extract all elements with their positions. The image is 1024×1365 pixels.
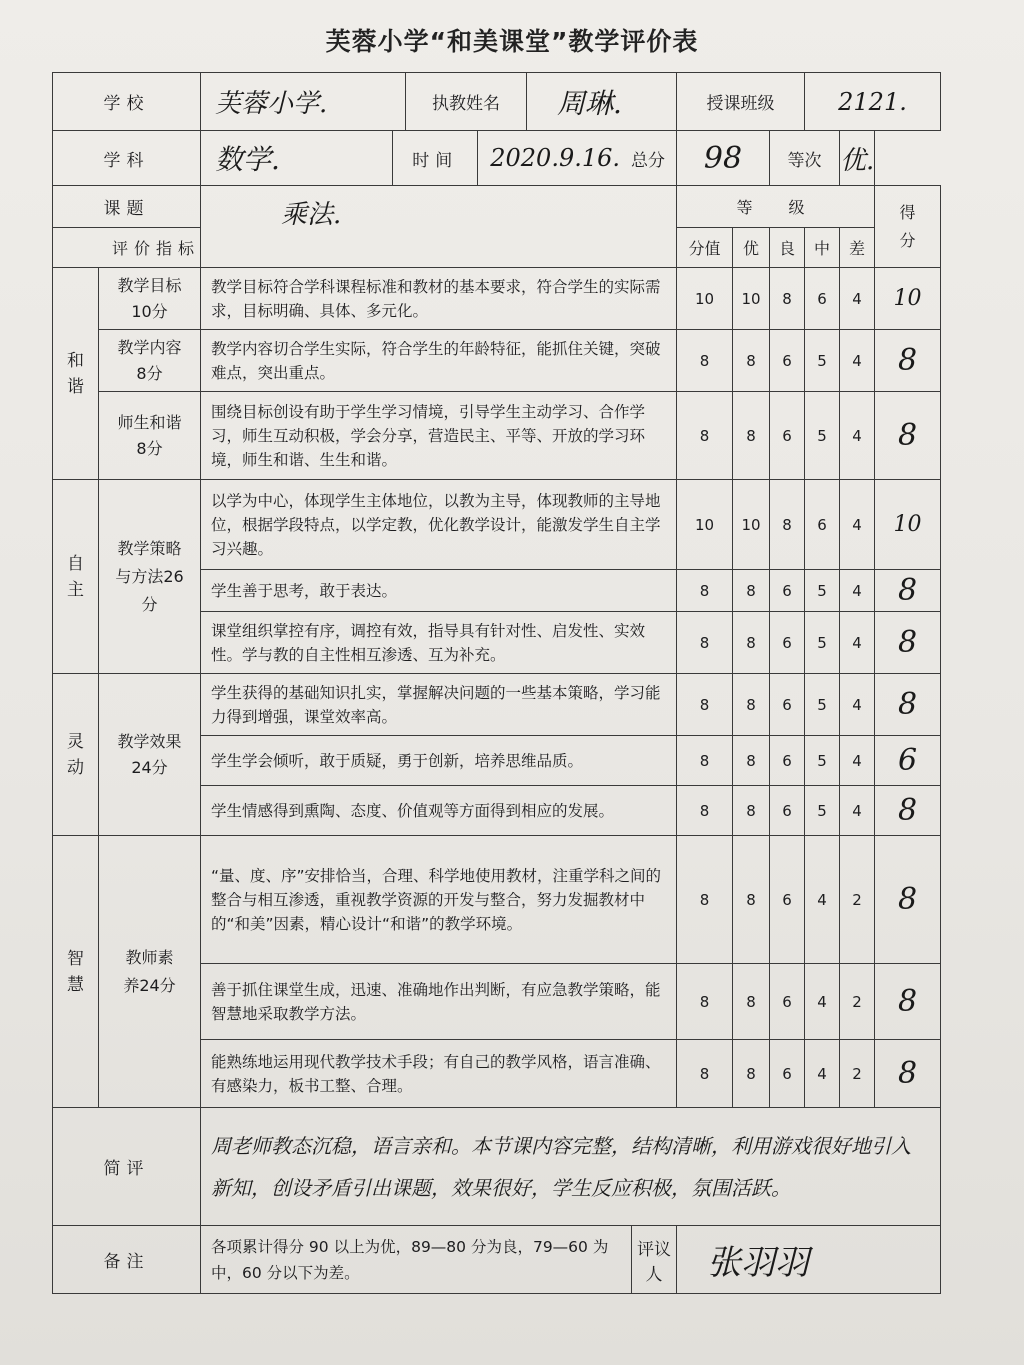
row-medium: 4 xyxy=(805,836,840,964)
criterion-content: 教学内容8分 xyxy=(99,330,201,392)
row-excellent: 8 xyxy=(733,736,770,786)
row-medium: 5 xyxy=(805,736,840,786)
row-value: 8 xyxy=(677,674,733,736)
row-description: 围绕目标创设有助于学生学习情境，引导学生主动学习、合作学习，师生互动积极，学会分享，营造民主、平等、开放的学习环境，师生和谐、生生和谐。 xyxy=(201,392,677,480)
row-score: 10 xyxy=(875,480,941,570)
grade-value: 优. xyxy=(840,131,875,186)
row-excellent: 8 xyxy=(733,674,770,736)
table-row xyxy=(53,836,941,964)
row-good: 6 xyxy=(770,330,805,392)
subject-value: 数学. xyxy=(215,143,280,176)
subject-time-cell xyxy=(201,131,677,186)
row-medium: 5 xyxy=(805,570,840,612)
row-good: 6 xyxy=(770,786,805,836)
row-score: 8 xyxy=(875,836,941,964)
row-excellent: 10 xyxy=(733,268,770,330)
row-poor: 2 xyxy=(840,836,875,964)
teacher-value: 周琳. xyxy=(526,73,676,130)
row-description: 学生情感得到熏陶、态度、价值观等方面得到相应的发展。 xyxy=(201,786,677,836)
row-good: 6 xyxy=(770,570,805,612)
row-good: 8 xyxy=(770,268,805,330)
row-poor: 4 xyxy=(840,330,875,392)
row-excellent: 10 xyxy=(733,480,770,570)
row-description: 善于抓住课堂生成，迅速、准确地作出判断，有应急教学策略，能智慧地采取教学方法。 xyxy=(201,964,677,1040)
subject-label: 学科 xyxy=(53,131,201,186)
total-label: 总分 xyxy=(631,150,665,171)
row-medium: 6 xyxy=(805,268,840,330)
excellent-header: 优 xyxy=(733,228,770,268)
time-value: 2020.9.16. xyxy=(477,131,620,185)
row-description: 学生学会倾听，敢于质疑，勇于创新，培养思维品质。 xyxy=(201,736,677,786)
table-row xyxy=(53,674,941,736)
value-header: 分值 xyxy=(677,228,733,268)
row-score: 8 xyxy=(875,786,941,836)
row-excellent: 8 xyxy=(733,570,770,612)
row-value: 8 xyxy=(677,612,733,674)
row-good: 6 xyxy=(770,392,805,480)
grade-label: 等次 xyxy=(770,131,840,186)
row-score: 8 xyxy=(875,674,941,736)
criteria-header: 评价指标 xyxy=(53,228,201,268)
school-teacher-cell xyxy=(201,73,677,131)
row-good: 6 xyxy=(770,964,805,1040)
row-score: 8 xyxy=(875,392,941,480)
comment-row xyxy=(53,1108,941,1226)
row-poor: 4 xyxy=(840,786,875,836)
info-row-1 xyxy=(53,73,941,131)
section-autonomy: 自主 xyxy=(53,480,99,674)
row-poor: 4 xyxy=(840,674,875,736)
topic-value: 乘法. xyxy=(201,186,677,268)
row-value: 8 xyxy=(677,786,733,836)
row-description: “量、度、序”安排恰当，合理、科学地使用教材，注重学科之间的整合与相互渗透，重视教学资源的开发与整合，努力发掘教材中的“和美”因素，精心设计“和谐”的教学环境。 xyxy=(201,836,677,964)
medium-header: 中 xyxy=(805,228,840,268)
topic-label: 课题 xyxy=(53,186,201,228)
row-poor: 4 xyxy=(840,480,875,570)
row-description: 学生获得的基础知识扎实，掌握解决问题的一些基本策略，学习能力得到增强，课堂效率高。 xyxy=(201,674,677,736)
row-excellent: 8 xyxy=(733,392,770,480)
school-label: 学校 xyxy=(53,73,201,131)
row-value: 10 xyxy=(677,480,733,570)
row-description: 课堂组织掌控有序，调控有效，指导具有针对性、启发性、实效性。学与教的自主性相互渗透、互为补充。 xyxy=(201,612,677,674)
row-medium: 5 xyxy=(805,392,840,480)
class-label: 授课班级 xyxy=(677,73,805,131)
row-score: 8 xyxy=(875,964,941,1040)
row-description: 能熟练地运用现代教学技术手段；有自己的教学风格，语言准确、有感染力，板书工整、合理。 xyxy=(201,1040,677,1108)
class-value: 2121. xyxy=(805,73,941,131)
row-medium: 5 xyxy=(805,674,840,736)
row-medium: 6 xyxy=(805,480,840,570)
reviewer-signature: 张羽羽 xyxy=(677,1226,941,1294)
notes-cell xyxy=(201,1226,677,1294)
time-label: 时间 xyxy=(392,131,477,185)
row-description: 以学为中心，体现学生主体地位，以教为主导，体现教师的主导地位，根据学段特点，以学定教，优化教学设计，能激发学生自主学习兴趣。 xyxy=(201,480,677,570)
row-poor: 4 xyxy=(840,392,875,480)
row-excellent: 8 xyxy=(733,330,770,392)
row-good: 6 xyxy=(770,1040,805,1108)
row-description: 学生善于思考，敢于表达。 xyxy=(201,570,677,612)
row-good: 6 xyxy=(770,736,805,786)
form-title: 芙蓉小学“和美课堂”教学评价表 xyxy=(325,27,699,56)
row-excellent: 8 xyxy=(733,786,770,836)
row-score: 10 xyxy=(875,268,941,330)
row-value: 10 xyxy=(677,268,733,330)
row-excellent: 8 xyxy=(733,1040,770,1108)
row-description: 教学目标符合学科课程标准和教材的基本要求，符合学生的实际需求，目标明确、具体、多元化。 xyxy=(201,268,677,330)
total-value: 98 xyxy=(677,131,770,186)
section-wisdom: 智慧 xyxy=(53,836,99,1108)
table-row xyxy=(53,330,941,392)
row-poor: 4 xyxy=(840,268,875,330)
score-header: 得分 xyxy=(875,186,941,268)
row-value: 8 xyxy=(677,570,733,612)
row-poor: 2 xyxy=(840,964,875,1040)
table-row xyxy=(53,480,941,570)
criterion-strategy: 教学策略与方法26分 xyxy=(99,480,201,674)
row-score: 8 xyxy=(875,612,941,674)
row-description: 教学内容切合学生实际，符合学生的年龄特征，能抓住关键，突破难点，突出重点。 xyxy=(201,330,677,392)
criterion-goal: 教学目标10分 xyxy=(99,268,201,330)
criterion-effect: 教学效果24分 xyxy=(99,674,201,836)
row-medium: 5 xyxy=(805,786,840,836)
row-value: 8 xyxy=(677,330,733,392)
row-excellent: 8 xyxy=(733,964,770,1040)
topic-row xyxy=(53,186,941,228)
row-poor: 4 xyxy=(840,736,875,786)
row-value: 8 xyxy=(677,392,733,480)
row-poor: 2 xyxy=(840,1040,875,1108)
row-excellent: 8 xyxy=(733,836,770,964)
row-good: 6 xyxy=(770,836,805,964)
row-excellent: 8 xyxy=(733,612,770,674)
row-good: 6 xyxy=(770,612,805,674)
level-header: 等 级 xyxy=(677,186,875,228)
row-value: 8 xyxy=(677,836,733,964)
row-medium: 5 xyxy=(805,330,840,392)
row-medium: 4 xyxy=(805,964,840,1040)
notes-row xyxy=(53,1226,941,1294)
teacher-label: 执教姓名 xyxy=(405,73,526,130)
row-medium: 4 xyxy=(805,1040,840,1108)
section-agility: 灵动 xyxy=(53,674,99,836)
criterion-rapport: 师生和谐8分 xyxy=(99,392,201,480)
section-harmony: 和谐 xyxy=(53,268,99,480)
comment-text: 周老师教态沉稳，语言亲和。本节课内容完整，结构清晰，利用游戏很好地引入新知，创设矛盾引出课题，效果很好，学生反应积极，氛围活跃。 xyxy=(201,1108,941,1226)
row-good: 8 xyxy=(770,480,805,570)
good-header: 良 xyxy=(770,228,805,268)
evaluation-table xyxy=(52,72,941,1294)
poor-header: 差 xyxy=(840,228,875,268)
row-score: 8 xyxy=(875,570,941,612)
row-good: 6 xyxy=(770,674,805,736)
row-score: 8 xyxy=(875,330,941,392)
row-value: 8 xyxy=(677,1040,733,1108)
row-poor: 4 xyxy=(840,570,875,612)
table-row xyxy=(53,268,941,330)
row-poor: 4 xyxy=(840,612,875,674)
row-medium: 5 xyxy=(805,612,840,674)
school-value: 芙蓉小学. xyxy=(215,89,328,119)
info-row-2 xyxy=(53,131,941,186)
notes-label: 备注 xyxy=(53,1226,201,1294)
row-score: 6 xyxy=(875,736,941,786)
criterion-literacy: 教师素养24分 xyxy=(99,836,201,1108)
row-score: 8 xyxy=(875,1040,941,1108)
table-row xyxy=(53,392,941,480)
row-value: 8 xyxy=(677,964,733,1040)
reviewer-label: 评议人 xyxy=(631,1226,676,1293)
comment-label: 简评 xyxy=(53,1108,201,1226)
notes-text: 各项累计得分 90 以上为优，89—80 分为良，79—60 为中，60 分以下为差。 xyxy=(211,1237,609,1282)
row-value: 8 xyxy=(677,736,733,786)
